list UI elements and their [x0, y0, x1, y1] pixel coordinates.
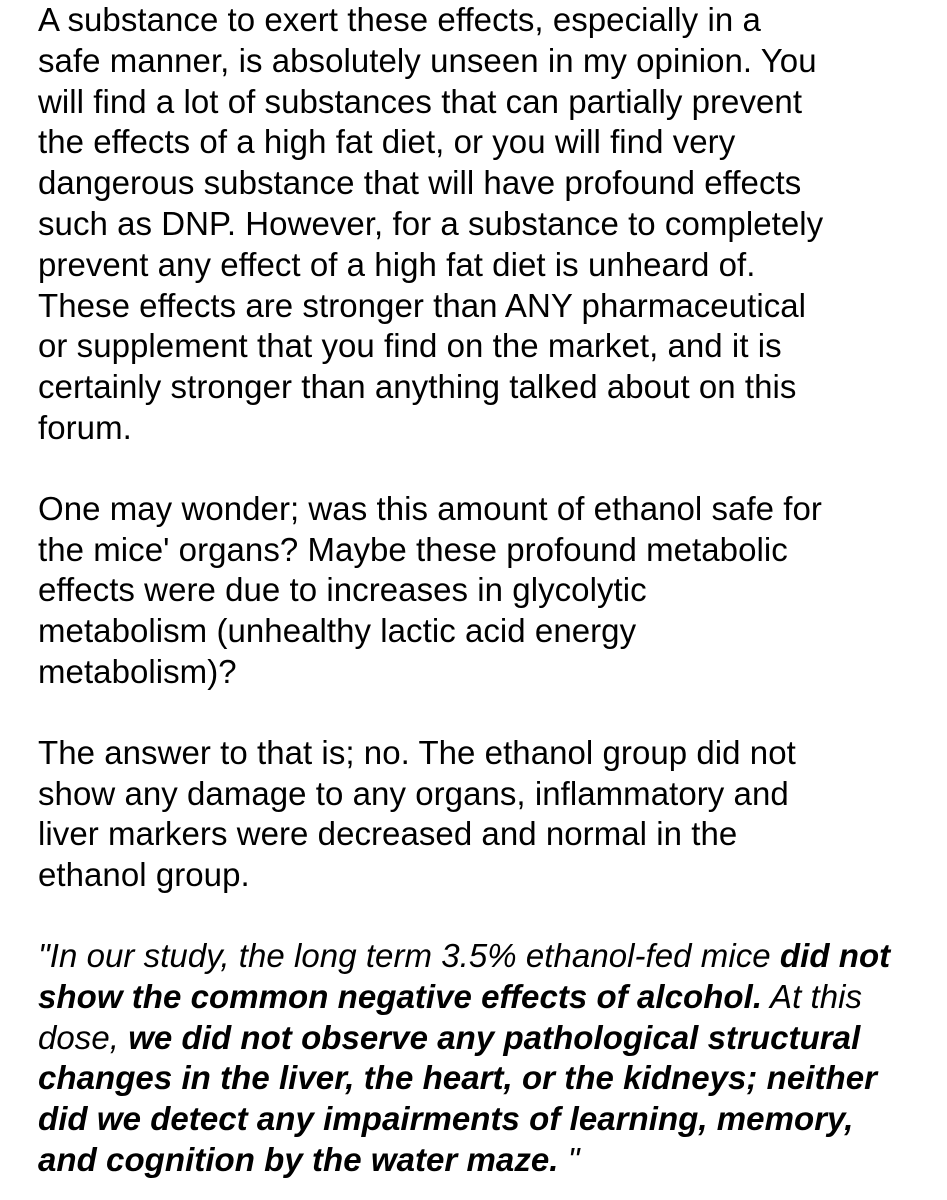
document-body	[38, 0, 918, 1181]
quote-bold-2: we did not observe any pathological structural changes in the liver, the heart, or the kidneys; neither did we detect any impairments of learning, memory, and cognition by the water maze.	[38, 1018, 878, 1178]
quote-text-2: At this dose,	[38, 977, 863, 1056]
study-quote	[38, 936, 918, 1181]
paragraph-2: One may wonder; was this amount of ethanol safe for the mice' organs? Maybe these profound metabolic effects were due to increases in glycolytic metabolism (unhealthy lactic acid energy metabolism)?	[38, 489, 822, 690]
quote-text-3: "	[558, 1140, 580, 1178]
paragraph-1: A substance to exert these effects, especially in a safe manner, is absolutely unseen in my opinion. You will find a lot of substances that can partially prevent the effects of a high fat diet, or you will find very dangerous substance that will have profound effects such as DNP. However, for a substance to completely prevent any effect of a high fat diet is unheard of. These effects are stronger than ANY pharmaceutical or supplement that you find on the market, and it is certainly stronger than anything talked about on this forum.	[38, 1, 824, 446]
quote-text-1: "In our study, the long term 3.5% ethanol-fed mice	[38, 936, 780, 974]
quote-bold-1: did not show the common negative effects of alcohol.	[38, 936, 891, 1015]
paragraph-3: The answer to that is; no. The ethanol group did not show any damage to any organs, inflammatory and liver markers were decreased and normal in the ethanol group.	[38, 733, 796, 894]
